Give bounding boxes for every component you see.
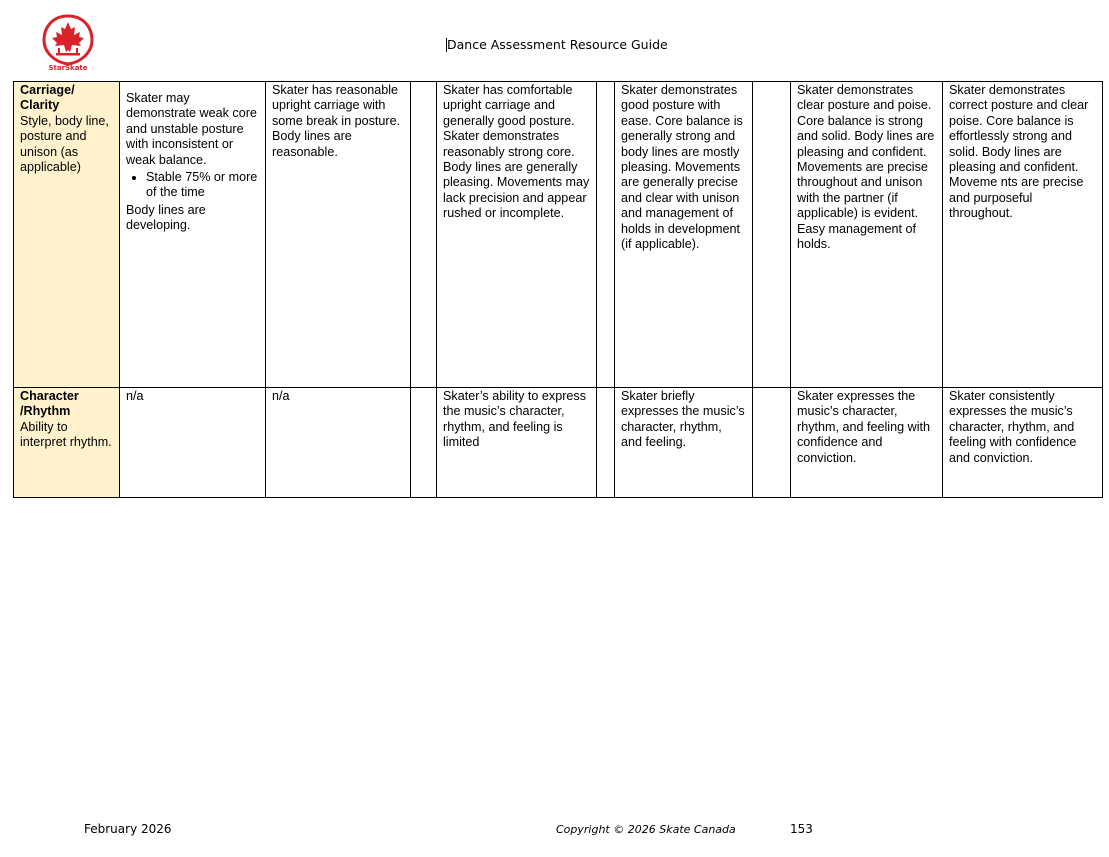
level-cell: Skater expresses the music’s character, rhythm, and feeling with confidence and conviction. (791, 388, 943, 498)
table-row (14, 82, 1103, 388)
criterion-description: Ability to interpret rhythm. (20, 419, 112, 450)
document-title: Dance Assessment Resource Guide (447, 37, 668, 52)
spacer-cell (597, 82, 615, 388)
footer-copyright: Copyright © 2026 Skate Canada (556, 823, 736, 836)
level-cell: Skater consistently expresses the music’s character, rhythm, and feeling with confidence and conviction. (943, 388, 1103, 498)
logo-text: StarSkate (48, 64, 88, 72)
level-cell: n/a (120, 388, 266, 498)
criterion-cell (14, 388, 120, 498)
criterion-description: Style, body line, posture and unison (as applicable) (20, 113, 109, 175)
cell-text: Skater may demonstrate weak core and unstable posture with inconsistent or weak balance. (126, 91, 257, 167)
level-cell: Skater demonstrates good posture with ease. Core balance is generally strong and body lines are mostly pleasing. Movements are generally precise and clear with unison and management of holds in development (if applicable). (615, 82, 753, 388)
footer-date: February 2026 (84, 822, 172, 836)
table-row (14, 388, 1103, 498)
spacer-cell (597, 388, 615, 498)
spacer-cell (753, 82, 791, 388)
cell-text: Body lines are developing. (126, 202, 206, 233)
criterion-cell (14, 82, 120, 388)
starskate-logo (38, 14, 98, 76)
bullet-list (126, 170, 259, 201)
level-cell: Skater briefly expresses the music’s character, rhythm, and feeling. (615, 388, 753, 498)
page-number: 153 (790, 822, 813, 836)
maple-leaf-icon (38, 14, 98, 66)
spacer-cell (411, 388, 437, 498)
spacer-cell (411, 82, 437, 388)
level-cell: Skater demonstrates clear posture and poise. Core balance is strong and solid. Body lines are pleasing and confident. Movements are precise throughout and unison with the partner (if applicable) is evident. Easy management of holds. (791, 82, 943, 388)
assessment-table (13, 81, 1103, 498)
level-cell: Skater has comfortable upright carriage and generally good posture. Skater demonstrates reasonably strong core. Body lines are generally pleasing. Movements may lack precision and appear rushed or incomplete. (437, 82, 597, 388)
bullet-item: • Stable 75% or more of the time (146, 170, 259, 201)
criterion-title: Character /Rhythm (20, 389, 79, 419)
criterion-title: Carriage/ Clarity (20, 83, 75, 113)
level-cell: Skater demonstrates correct posture and clear poise. Core balance is effortlessly strong and solid. Body lines are pleasing and confident. Moveme nts are precise and purposeful throughout. (943, 82, 1103, 388)
level-cell (120, 82, 266, 388)
level-cell: n/a (266, 388, 411, 498)
level-cell: Skater has reasonable upright carriage with some break in posture. Body lines are reasonable. (266, 82, 411, 388)
spacer-cell (753, 388, 791, 498)
level-cell: Skater’s ability to express the music’s character, rhythm, and feeling is limited (437, 388, 597, 498)
